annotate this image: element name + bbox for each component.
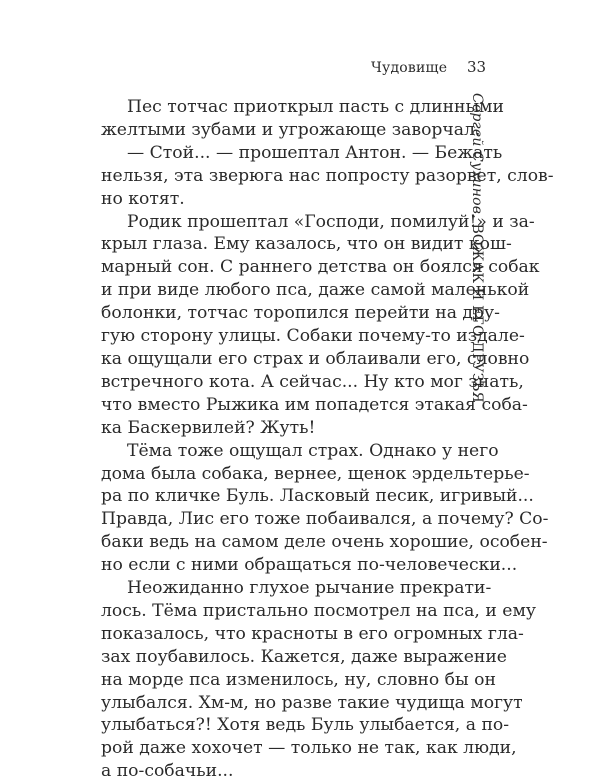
text-line: марный сон. С раннего детства он боялся собак (101, 257, 540, 278)
text-line: показалось, что красноты в его огромных гла- (101, 623, 524, 644)
text-line: встречного кота. А сейчас... Ну кто мог знать, (101, 371, 524, 392)
sidebar-author: Сергей Сухинов. (469, 93, 485, 219)
text-line: Тёма тоже ощущал страх. Однако у него (127, 440, 499, 461)
running-title: Чудовище (371, 60, 448, 76)
text-line: ка Баскервилей? Жуть! (101, 417, 316, 438)
text-line: гую сторону улицы. Собаки почему-то издале- (101, 326, 525, 347)
text-line: баки ведь на самом деле очень хорошие, особен- (101, 532, 548, 553)
text-line: рой даже хохочет — только не так, как люди, (101, 738, 517, 759)
text-line: а по-собачьи... (101, 761, 234, 782)
text-line: но котят. (101, 188, 185, 209)
text-line: желтыми зубами и угрожающе заворчал. (101, 119, 481, 140)
text-line: зах поубавилось. Кажется, даже выражение (101, 646, 507, 667)
text-line: ра по кличке Буль. Ласковый песик, игривый... (101, 486, 534, 507)
text-line: лось. Тёма пристально посмотрел на пса, и ему (101, 600, 536, 621)
text-line: — Стой... — прошептал Антон. — Бежать (127, 142, 503, 163)
text-line: на морде пса изменилось, ну, словно бы он (101, 669, 496, 690)
text-line: улыбался. Хм-м, но разве такие чудища могут (101, 692, 523, 713)
text-line: но если с ними обращаться по-человечески... (101, 555, 518, 576)
text-line: Пес тотчас приоткрыл пасть с длинными (127, 97, 505, 117)
sidebar-book-title: ВОЖАК И ЕГО ДРУЗЬЯ (469, 223, 485, 403)
text-line: улыбаться?! Хотя ведь Буль улыбается, а по- (101, 715, 510, 736)
text-line: крыл глаза. Ему казалось, что он видит кош- (101, 234, 512, 255)
text-line: и при виде любого пса, даже самой маленькой (101, 280, 530, 301)
text-line: ка ощущали его страх и облаивали его, словно (101, 348, 530, 369)
page-number: 33 (467, 58, 487, 76)
text-line: Родик прошептал «Господи, помилуй!» и за- (127, 211, 535, 232)
text-line: что вместо Рыжика им попадется этакая соба- (101, 394, 528, 415)
text-line: нельзя, эта зверюга нас попросту разорвет, слов- (101, 165, 554, 186)
text-line: дома была собака, вернее, щенок эрдельтерье- (101, 463, 530, 484)
text-line: болонки, тотчас торопился перейти на дру- (101, 303, 500, 324)
text-line: Правда, Лис его тоже побаивался, а почему? Со- (101, 509, 549, 530)
text-line: Неожиданно глухое рычание прекрати- (127, 578, 492, 599)
